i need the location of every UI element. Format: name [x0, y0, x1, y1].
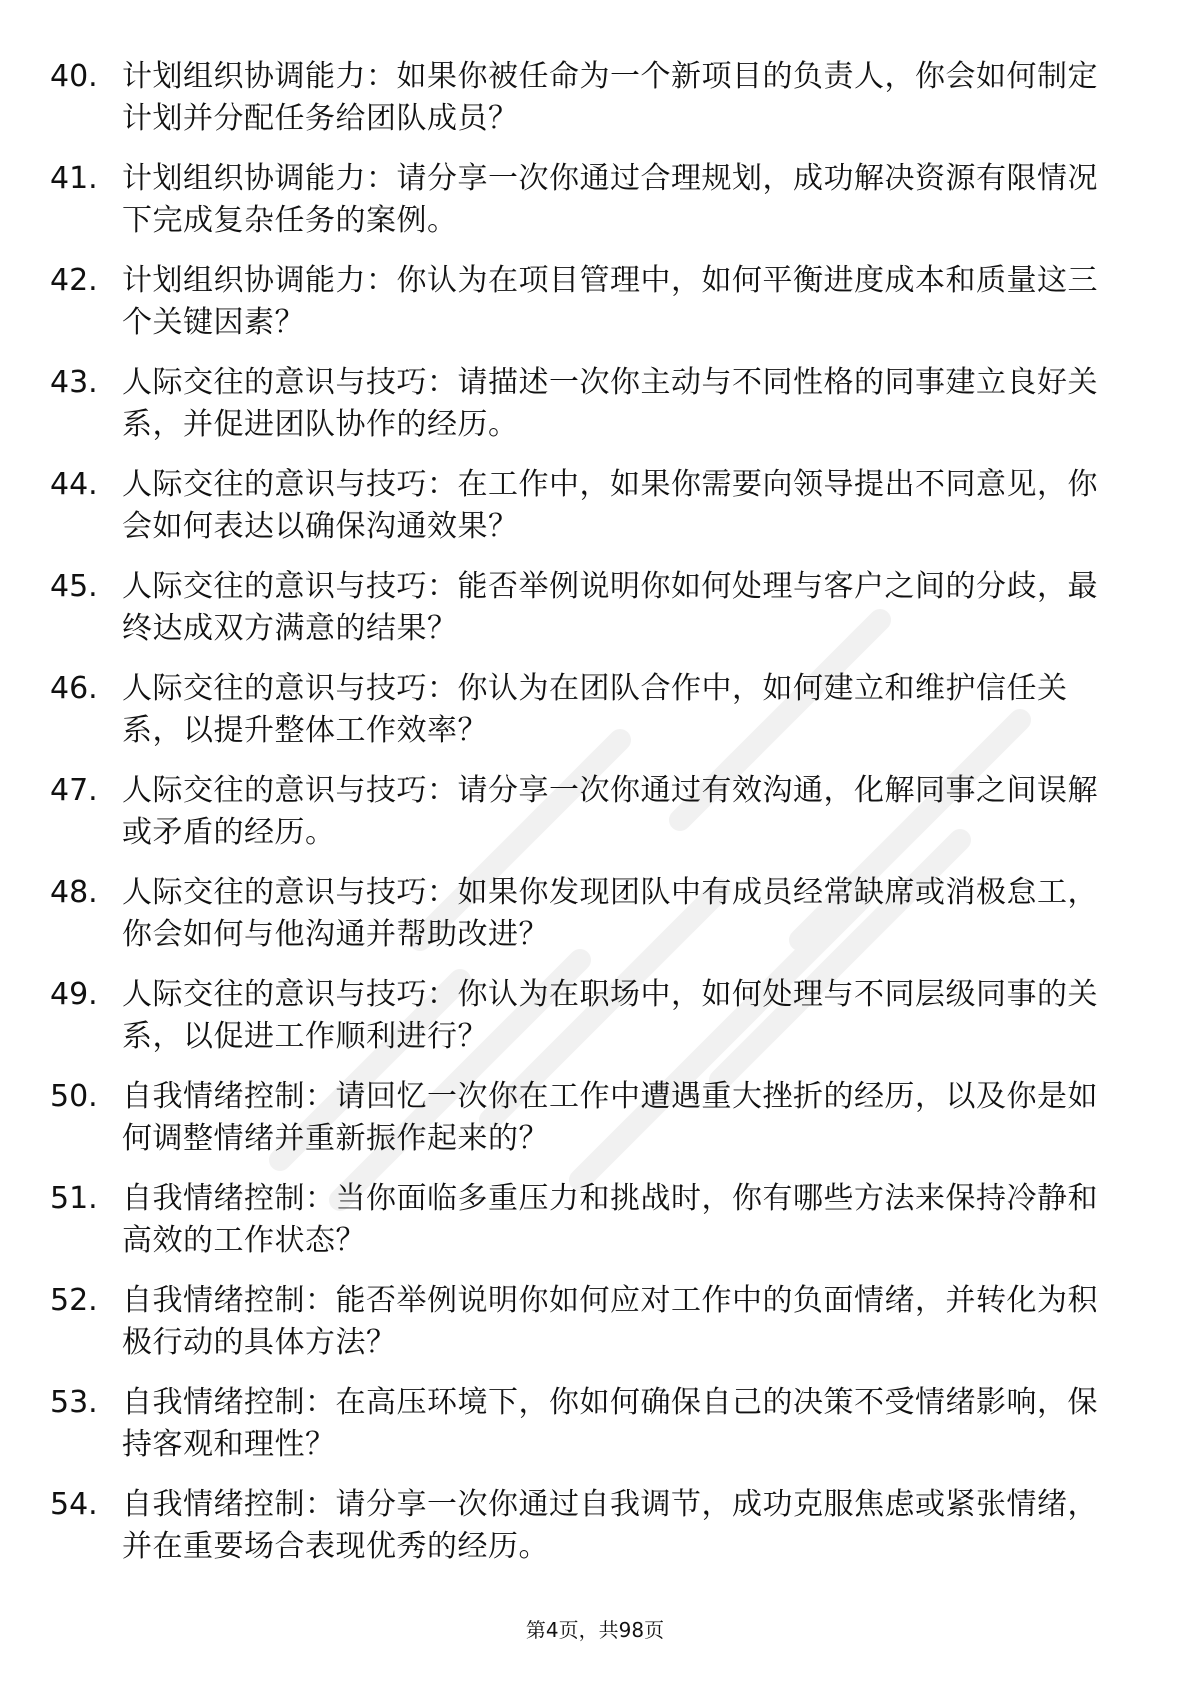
question-item: [50, 566, 1110, 668]
question-text: 人际交往的意识与技巧：请分享一次你通过有效沟通，化解同事之间误解或矛盾的经历。: [122, 773, 1098, 850]
question-item: [50, 260, 1110, 362]
question-text: 人际交往的意识与技巧：如果你发现团队中有成员经常缺席或消极怠工，你会如何与他沟通并帮助改进？: [122, 875, 1098, 952]
question-number: 41.: [50, 161, 98, 196]
question-text: 人际交往的意识与技巧：你认为在团队合作中，如何建立和维护信任关系，以提升整体工作效率？: [122, 671, 1068, 748]
question-text: 自我情绪控制：请回忆一次你在工作中遭遇重大挫折的经历，以及你是如何调整情绪并重新振作起来的？: [122, 1079, 1098, 1156]
question-text: 人际交往的意识与技巧：在工作中，如果你需要向领导提出不同意见，你会如何表达以确保沟通效果？: [122, 467, 1098, 544]
question-item: [50, 1484, 1110, 1586]
question-item: [50, 1280, 1110, 1382]
question-number: 49.: [50, 977, 98, 1012]
question-item: [50, 56, 1110, 158]
question-text: 自我情绪控制：在高压环境下，你如何确保自己的决策不受情绪影响，保持客观和理性？: [122, 1385, 1098, 1462]
question-text: 自我情绪控制：请分享一次你通过自我调节，成功克服焦虑或紧张情绪，并在重要场合表现优秀的经历。: [122, 1487, 1098, 1564]
question-number: 45.: [50, 569, 98, 604]
question-number: 51.: [50, 1181, 98, 1216]
question-number: 40.: [50, 59, 98, 94]
question-item: [50, 464, 1110, 566]
question-item: [50, 1382, 1110, 1484]
question-item: [50, 1076, 1110, 1178]
question-item: [50, 158, 1110, 260]
question-text: 人际交往的意识与技巧：能否举例说明你如何处理与客户之间的分歧，最终达成双方满意的结果？: [122, 569, 1098, 646]
question-list: [50, 56, 1110, 1586]
question-number: 42.: [50, 263, 98, 298]
question-item: [50, 362, 1110, 464]
question-number: 52.: [50, 1283, 98, 1318]
question-number: 44.: [50, 467, 98, 502]
question-item: [50, 770, 1110, 872]
question-number: 54.: [50, 1487, 98, 1522]
question-item: [50, 974, 1110, 1076]
question-number: 50.: [50, 1079, 98, 1114]
page-number-footer: 第4页，共98页: [525, 1618, 665, 1642]
question-text: 计划组织协调能力：你认为在项目管理中，如何平衡进度成本和质量这三个关键因素？: [122, 263, 1098, 340]
question-number: 46.: [50, 671, 98, 706]
question-text: 人际交往的意识与技巧：请描述一次你主动与不同性格的同事建立良好关系，并促进团队协作的经历。: [122, 365, 1098, 442]
question-text: 计划组织协调能力：请分享一次你通过合理规划，成功解决资源有限情况下完成复杂任务的案例。: [122, 161, 1098, 238]
question-number: 48.: [50, 875, 98, 910]
question-number: 53.: [50, 1385, 98, 1420]
question-number: 43.: [50, 365, 98, 400]
question-text: 计划组织协调能力：如果你被任命为一个新项目的负责人，你会如何制定计划并分配任务给团队成员？: [122, 59, 1098, 136]
question-text: 自我情绪控制：能否举例说明你如何应对工作中的负面情绪，并转化为积极行动的具体方法？: [122, 1283, 1098, 1360]
question-text: 人际交往的意识与技巧：你认为在职场中，如何处理与不同层级同事的关系，以促进工作顺利进行？: [122, 977, 1098, 1054]
question-item: [50, 872, 1110, 974]
question-number: 47.: [50, 773, 98, 808]
question-item: [50, 668, 1110, 770]
question-item: [50, 1178, 1110, 1280]
question-text: 自我情绪控制：当你面临多重压力和挑战时，你有哪些方法来保持冷静和高效的工作状态？: [122, 1181, 1098, 1258]
